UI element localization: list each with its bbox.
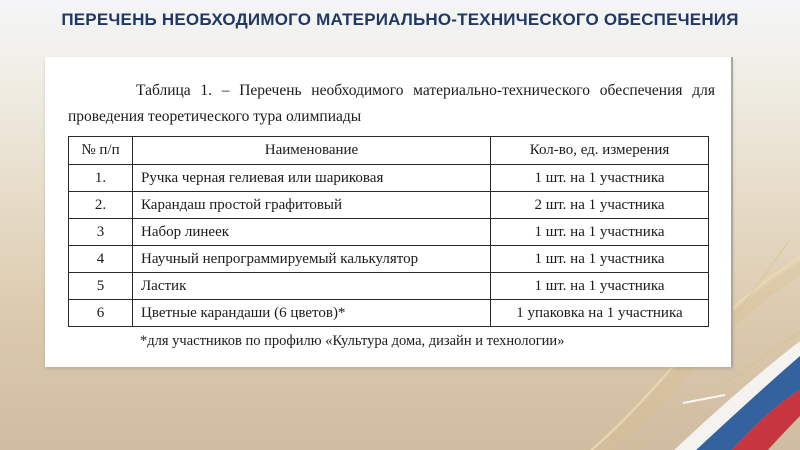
col-header-quantity: Кол-во, ед. измерения: [491, 137, 709, 165]
cell-name: Карандаш простой графитовый: [133, 192, 491, 219]
cell-quantity: 1 упаковка на 1 участника: [491, 300, 709, 327]
cell-number: 1.: [69, 165, 133, 192]
table-row: [69, 300, 709, 327]
cell-quantity: 1 шт. на 1 участника: [491, 165, 709, 192]
cell-number: 2.: [69, 192, 133, 219]
white-streak-icon: [683, 395, 725, 403]
cell-name: Ластик: [133, 273, 491, 300]
cell-number: 6: [69, 300, 133, 327]
table-row: [69, 219, 709, 246]
flag-ribbon-blue-stripe: [694, 356, 800, 450]
table-caption: Таблица 1. – Перечень необходимого материально-технического обеспечения для проведения теоретического тура олимпиады: [68, 82, 715, 125]
cell-quantity: 1 шт. на 1 участника: [491, 273, 709, 300]
table-row: [69, 165, 709, 192]
title-bar: [0, 0, 800, 30]
table-row: [69, 273, 709, 300]
cell-quantity: 1 шт. на 1 участника: [491, 246, 709, 273]
table-footnote: *для участников по профилю «Культура дома, дизайн и технологии»: [140, 333, 565, 349]
materials-table: [68, 136, 709, 327]
cell-name: Научный непрограммируемый калькулятор: [133, 246, 491, 273]
cell-number: 5: [69, 273, 133, 300]
col-header-name: Наименование: [133, 137, 491, 165]
cell-name: Цветные карандаши (6 цветов)*: [133, 300, 491, 327]
cell-number: 4: [69, 246, 133, 273]
cell-number: 3: [69, 219, 133, 246]
cell-name: Набор линеек: [133, 219, 491, 246]
slide-title: ПЕРЕЧЕНЬ НЕОБХОДИМОГО МАТЕРИАЛЬНО-ТЕХНИЧЕСКОГО ОБЕСПЕЧЕНИЯ: [61, 10, 739, 29]
table-header-row: [69, 137, 709, 165]
table-row: [69, 192, 709, 219]
document-panel: [45, 57, 733, 367]
flag-ribbon-red-stripe: [730, 390, 800, 450]
col-header-number: № п/п: [69, 137, 133, 165]
cell-name: Ручка черная гелиевая или шариковая: [133, 165, 491, 192]
cell-quantity: 2 шт. на 1 участника: [491, 192, 709, 219]
table-row: [69, 246, 709, 273]
cell-quantity: 1 шт. на 1 участника: [491, 219, 709, 246]
